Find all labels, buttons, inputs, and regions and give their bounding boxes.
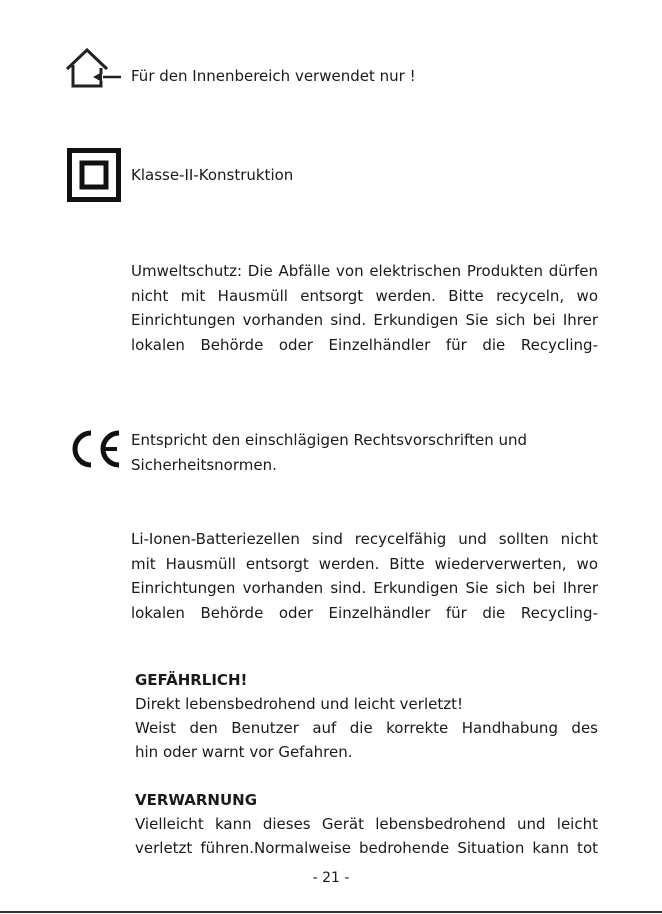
environment-line: lokalen Behörde oder Einzelhändler für die Recycling- [131, 335, 598, 354]
ce-line: Sicherheitsnormen. [131, 455, 277, 474]
environment-paragraph [131, 259, 598, 357]
warning-heading: VERWARNUNG [135, 791, 258, 809]
warning-line: verletzt führen.Normalweise bedrohende Situation kann tot [135, 839, 598, 857]
environment-line: Umweltschutz: Die Abfälle von elektrischen Produkten dürfen [131, 262, 598, 280]
battery-paragraph [131, 527, 598, 625]
battery-line: Li-Ionen-Batteriezellen sind recycelfähig und sollten nicht [131, 530, 598, 548]
danger-line: hin oder warnt vor Gefahren. [135, 743, 353, 761]
ce-paragraph [131, 428, 598, 477]
warning-line: Vielleicht kann dieses Gerät lebensbedrohend und leicht [135, 815, 598, 833]
warning-section [135, 788, 598, 860]
ce-line: Entspricht den einschlägigen Rechtsvorschriften und [131, 431, 527, 449]
indoor-use-text: Für den Innenbereich verwendet nur ! [131, 67, 416, 85]
house-indoor-icon [65, 47, 123, 89]
battery-line: Einrichtungen vorhanden sind. Erkundigen Sie sich bei Ihrer [131, 579, 598, 597]
danger-line: Direkt lebensbedrohend und leicht verletzt! [135, 695, 463, 713]
battery-line: mit Hausmüll entsorgt werden. Bitte wiederverwerten, wo [131, 554, 598, 573]
danger-section [135, 668, 598, 764]
environment-line: Einrichtungen vorhanden sind. Erkundigen Sie sich bei Ihrer [131, 311, 598, 329]
environment-line: nicht mit Hausmüll entsorgt werden. Bitte recyceln, wo [131, 286, 598, 305]
danger-heading: GEFÄHRLICH! [135, 671, 248, 689]
class-ii-text: Klasse-II-Konstruktion [131, 166, 294, 184]
ce-mark-icon [67, 429, 125, 469]
danger-line: Weist den Benutzer auf die korrekte Handhabung des [135, 719, 598, 737]
battery-line: lokalen Behörde oder Einzelhändler für die Recycling- [131, 603, 598, 622]
class-ii-double-square-icon [67, 148, 121, 202]
page-number: - 21 - [312, 870, 350, 886]
page-bottom-rule [0, 911, 662, 913]
